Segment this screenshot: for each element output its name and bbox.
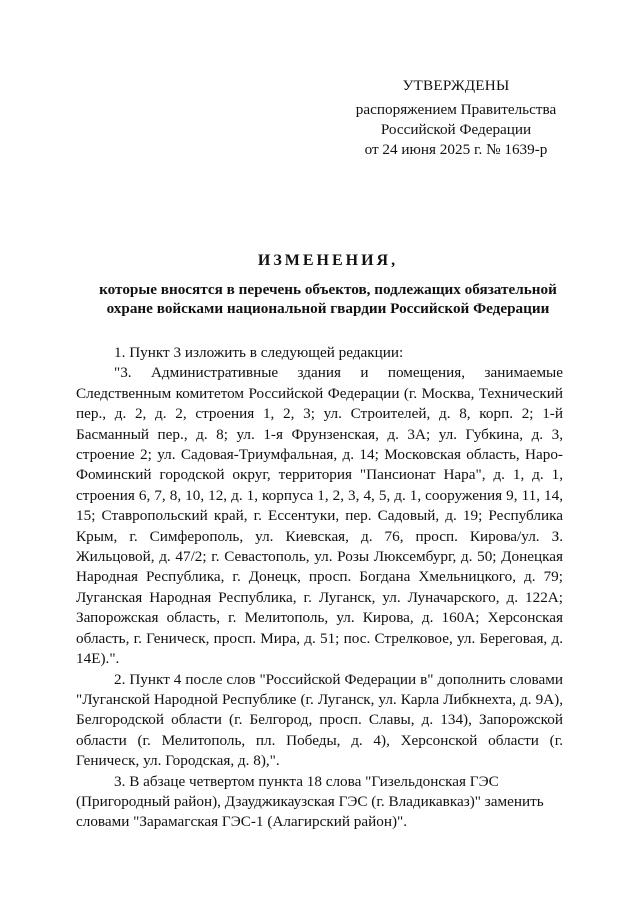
document-body xyxy=(76,343,563,833)
approval-block xyxy=(330,76,582,160)
paragraph-item-3: 3. В абзаце четвертом пункта 18 слова "Гизельдонская ГЭС (Пригородный район), Дзауджикаузская ГЭС (г. Владикавказ)" заменить словами "Зарамагская ГЭС-1 (Алагирский район)". xyxy=(76,772,544,831)
paragraph-item-3-text: "3. Административные здания и помещения, занимаемые Следственным комитетом Российской Федерации (г. Москва, Технический пер., д. 2, д. 2, строения 1, 2, 3; ул. Строителей, д. 8, корп. 2; 1-й Басманный пер., д. 8; ул. 1-я Фрунзенская, д. 3А; ул. Губкина, д. 3, строение 2; ул. Садовая-Триумфальная, д. 14; Московская область, Наро-Фоминский городской округ, территория "Пансионат Нара", д. 1, д. 1, строения 6, 7, 8, 10, 12, д. 1, корпуса 1, 2, 3, 4, 5, д. 1, сооружения 9, 11, 14, 15; Ставропольский край, г. Ессентуки, пер. Садовый, д. 19; Республика Крым, г. Симферополь, ул. Киевская, д. 76, просп. Кирова/ул. З. Жильцовой, д. 47/2; г. Севастополь, ул. Розы Люксембург, д. 50; Донецкая Народная Республика, г. Донецк, просп. Богдана Хмельницкого, д. 79; Луганская Народная Республика, г. Луганск, ул. Луначарского, д. 122А; Запорожская область, г. Мелитополь, ул. Кирова, д. 160А; Херсонская область, г. Геническ, просп. Мира, д. 51; пос. Стрелковое, ул. Береговая, д. 14Е).". xyxy=(76,364,563,668)
approval-line-2: Российской Федерации xyxy=(380,121,532,138)
approval-heading: УТВЕРЖДЕНЫ xyxy=(402,77,510,94)
paragraph-item-1: 1. Пункт 3 изложить в следующей редакции: xyxy=(114,344,404,361)
document-title: ИЗМЕНЕНИЯ, xyxy=(257,252,399,269)
subtitle-line-2: охране войсками национальной гвардии Российской Федерации xyxy=(106,300,550,317)
approval-line-1: распоряжением Правительства xyxy=(355,101,557,118)
subtitle-line-1: которые вносятся в перечень объектов, подлежащих обязательной xyxy=(99,281,557,298)
paragraph-item-2: 2. Пункт 4 после слов "Российской Федерации в" дополнить словами "Луганской Народной Республике (г. Луганск, ул. Карла Либкнехта, д. 9А), Белгородской области (г. Белгород, просп. Славы, д. 134), Запорожской области (г. Мелитополь, пл. Победы, д. 4), Херсонской области (г. Геническ, ул. Городская, д. 8),". xyxy=(76,670,563,770)
approval-line-3: от 24 июня 2025 г. № 1639-р xyxy=(364,141,548,158)
document-subtitle xyxy=(76,280,580,318)
